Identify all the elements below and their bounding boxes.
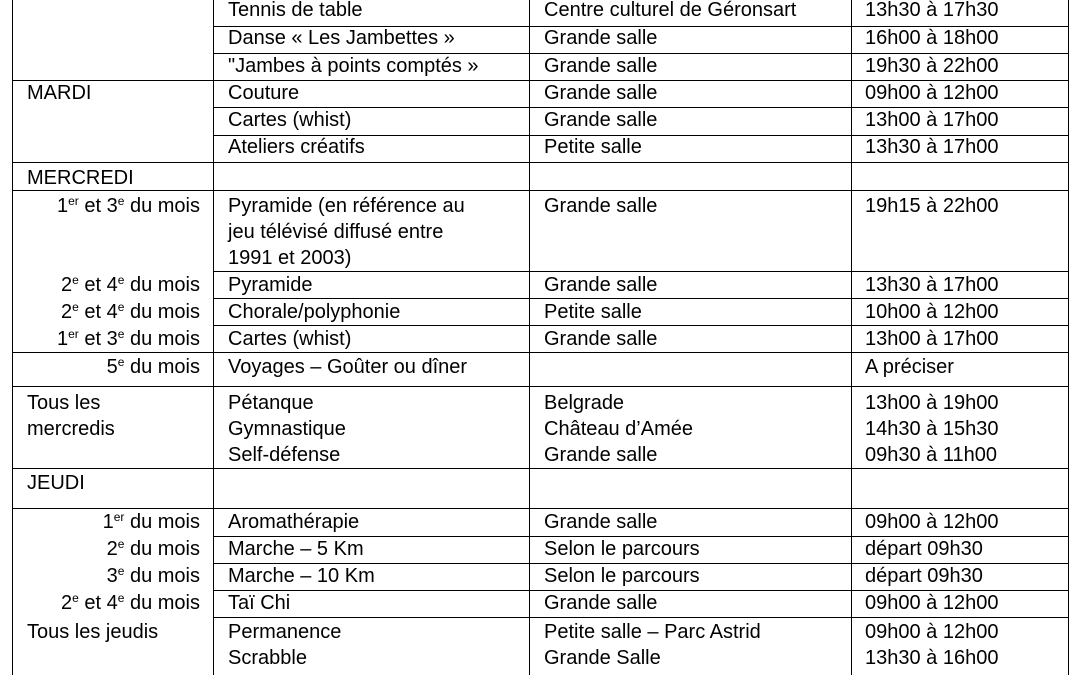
place-cell: Grande salle xyxy=(544,27,658,49)
place-cell: Centre culturel de Géronsart xyxy=(544,0,797,21)
day-cell-mardi: MARDI xyxy=(27,82,92,104)
activity-cell: Self-défense xyxy=(228,444,341,466)
day-cell-frequency: 3e du mois xyxy=(106,564,200,587)
table-border-right xyxy=(1068,0,1069,675)
place-cell: Château d’Amée xyxy=(544,418,693,440)
activity-cell: Ateliers créatifs xyxy=(228,136,365,158)
time-cell: 13h00 à 19h00 xyxy=(865,392,999,414)
day-cell-frequency: 1er et 3e du mois xyxy=(57,327,200,350)
place-cell: Grande salle xyxy=(544,55,658,77)
day-cell: mercredis xyxy=(27,418,115,440)
activity-cell: Voyages – Goûter ou dîner xyxy=(228,356,468,378)
time-cell: 13h30 à 16h00 xyxy=(865,647,999,669)
row-divider xyxy=(12,386,1069,387)
day-cell-frequency: 1er et 3e du mois xyxy=(57,194,200,217)
place-cell: Grande salle xyxy=(544,328,658,350)
day-cell-frequency: 2e du mois xyxy=(106,537,200,560)
activity-cell: Pétanque xyxy=(228,392,314,414)
day-cell: Tous les xyxy=(27,392,101,414)
place-cell: Grande Salle xyxy=(544,647,661,669)
day-cell: Tous les jeudis xyxy=(27,621,159,643)
place-cell: Selon le parcours xyxy=(544,538,700,560)
activity-cell: Chorale/polyphonie xyxy=(228,301,401,323)
activity-cell: Marche – 5 Km xyxy=(228,538,364,560)
table-border-left xyxy=(12,0,13,675)
time-cell: 14h30 à 15h30 xyxy=(865,418,999,440)
time-cell: 09h30 à 11h00 xyxy=(865,444,997,466)
activity-cell: Danse « Les Jambettes » xyxy=(228,27,455,49)
place-cell: Petite salle xyxy=(544,301,642,323)
time-cell: départ 09h30 xyxy=(865,565,983,587)
row-divider xyxy=(12,352,1069,353)
place-cell: Grande salle xyxy=(544,444,658,466)
time-cell: 13h30 à 17h00 xyxy=(865,136,999,158)
activity-cell: 1991 et 2003) xyxy=(228,247,352,269)
column-divider-2 xyxy=(529,0,530,675)
time-cell: 09h00 à 12h00 xyxy=(865,621,999,643)
time-cell: 13h00 à 17h00 xyxy=(865,109,999,131)
time-cell: 13h30 à 17h30 xyxy=(865,0,999,21)
place-cell: Grande salle xyxy=(544,274,658,296)
place-cell: Selon le parcours xyxy=(544,565,700,587)
place-cell: Grande salle xyxy=(544,82,658,104)
place-cell: Grande salle xyxy=(544,109,658,131)
time-cell: 16h00 à 18h00 xyxy=(865,27,999,49)
place-cell: Grande salle xyxy=(544,511,658,533)
activity-cell: Gymnastique xyxy=(228,418,346,440)
activity-cell: Aromathérapie xyxy=(228,511,360,533)
activity-cell: Tennis de table xyxy=(228,0,363,21)
activity-cell: Taï Chi xyxy=(228,592,291,614)
day-cell-frequency: 1er du mois xyxy=(102,510,200,533)
day-cell-mercredi: MERCREDI xyxy=(27,167,134,189)
time-cell: 09h00 à 12h00 xyxy=(865,592,999,614)
day-cell-jeudi: JEUDI xyxy=(27,472,85,494)
column-divider-3 xyxy=(851,0,852,675)
day-cell-frequency: 2e et 4e du mois xyxy=(60,300,200,323)
time-cell: 13h30 à 17h00 xyxy=(865,274,999,296)
day-cell-frequency: 2e et 4e du mois xyxy=(60,591,200,614)
activity-cell: Pyramide xyxy=(228,274,313,296)
time-cell: départ 09h30 xyxy=(865,538,983,560)
activity-cell: jeu télévisé diffusé entre xyxy=(228,221,444,243)
time-cell: A préciser xyxy=(865,356,954,378)
day-cell-frequency: 5e du mois xyxy=(106,355,200,378)
day-cell-frequency: 2e et 4e du mois xyxy=(60,273,200,296)
place-cell: Belgrade xyxy=(544,392,625,414)
place-cell: Grande salle xyxy=(544,195,658,217)
place-cell: Petite salle – Parc Astrid xyxy=(544,621,761,643)
activity-cell: Couture xyxy=(228,82,300,104)
place-cell: Petite salle xyxy=(544,136,642,158)
time-cell: 19h15 à 22h00 xyxy=(865,195,999,217)
row-divider xyxy=(12,162,1069,163)
time-cell: 13h00 à 17h00 xyxy=(865,328,999,350)
activity-cell: Scrabble xyxy=(228,647,307,669)
place-cell: Grande salle xyxy=(544,592,658,614)
activity-cell: "Jambes à points comptés » xyxy=(228,55,479,77)
activity-cell: Permanence xyxy=(228,621,342,643)
row-divider xyxy=(12,190,1069,191)
time-cell: 09h00 à 12h00 xyxy=(865,511,999,533)
time-cell: 09h00 à 12h00 xyxy=(865,82,999,104)
activity-cell: Pyramide (en référence au xyxy=(228,195,465,217)
time-cell: 19h30 à 22h00 xyxy=(865,55,999,77)
activity-cell: Marche – 10 Km xyxy=(228,565,375,587)
column-divider-1 xyxy=(213,0,214,675)
time-cell: 10h00 à 12h00 xyxy=(865,301,999,323)
row-divider-partial xyxy=(213,617,1069,618)
row-divider xyxy=(12,468,1069,469)
activity-cell: Cartes (whist) xyxy=(228,328,352,350)
activity-cell: Cartes (whist) xyxy=(228,109,352,131)
